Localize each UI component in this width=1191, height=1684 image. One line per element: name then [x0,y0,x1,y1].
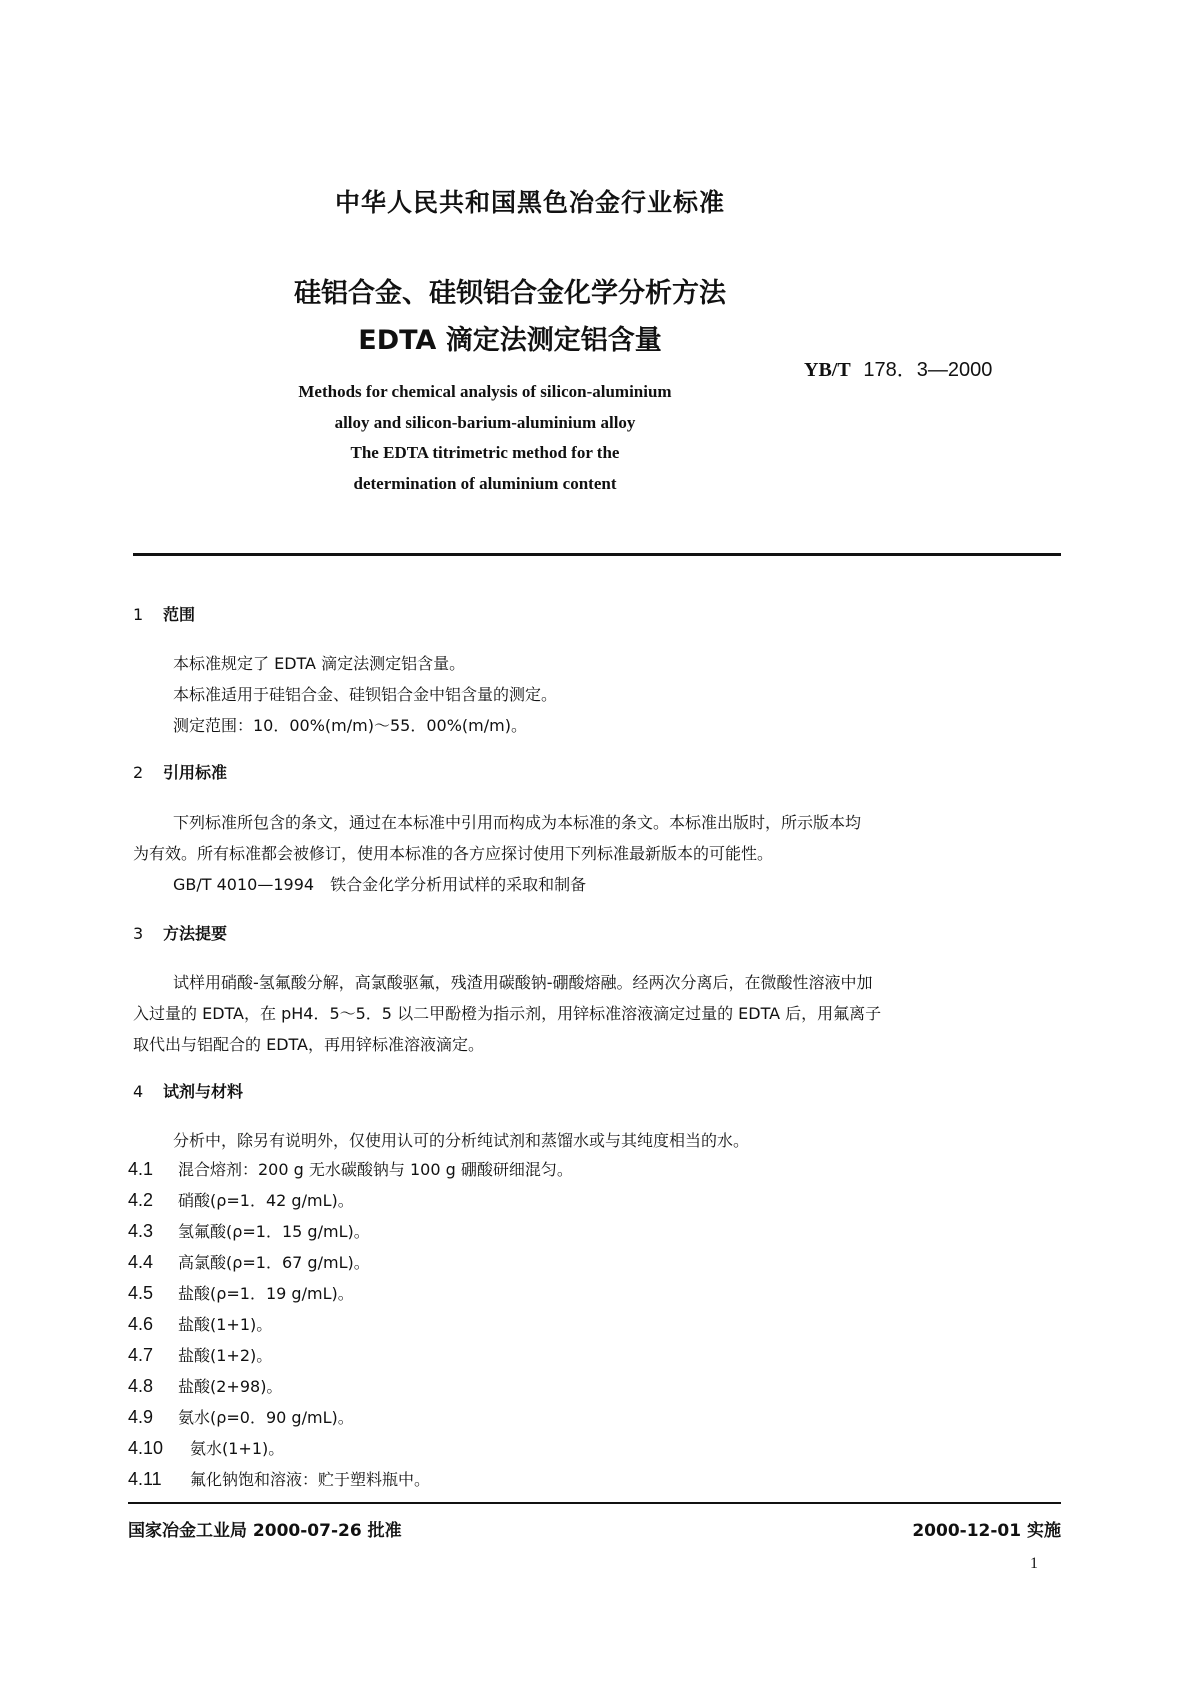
section-1-para: 本标准规定了 EDTA 滴定法测定铝含量。 [173,654,466,673]
reagent-item: 4.3 氢氟酸(ρ=1．15 g/mL)。 [128,1221,370,1241]
section-3-heading [133,921,227,944]
section-4-intro: 分析中，除另有说明外，仅使用认可的分析纯试剂和蒸馏水或与其纯度相当的水。 [173,1131,750,1150]
reagent-item: 4.6 盐酸(1+1)。 [128,1314,273,1334]
section-2-heading [133,760,227,783]
reagent-item: 4.11 氟化钠饱和溶液：贮于塑料瓶中。 [128,1469,431,1489]
standard-code [804,353,992,382]
section-4-heading [133,1079,243,1102]
section-3-line: 入过量的 EDTA，在 pH4．5～5．5 以二甲酚橙为指示剂，用锌标准溶液滴定过量的 EDTA 后，用氟离子 [133,1004,882,1023]
section-1-heading [133,602,195,625]
title-cn-line2: EDTA 滴定法测定铝含量 [358,325,662,356]
section-2-para-line1: 下列标准所包含的条文，通过在本标准中引用而构成为本标准的条文。本标准出版时，所示版本均 [173,813,862,832]
section-number: 4 [133,1082,144,1101]
section-title: 方法提要 [163,924,228,943]
section-2-para-line2: 为有效。所有标准都会被修订，使用本标准的各方应探讨使用下列标准最新版本的可能性。 [133,844,774,863]
reagent-item: 4.7 盐酸(1+2)。 [128,1345,273,1365]
section-3-line: 试样用硝酸-氢氟酸分解，高氯酸驱氟，残渣用碳酸钠-硼酸熔融。经两次分离后，在微酸性溶液中加 [173,973,873,992]
section-1-para: 本标准适用于硅铝合金、硅钡铝合金中铝含量的测定。 [173,685,558,704]
reagent-item: 4.10 氨水(1+1)。 [128,1438,285,1458]
section-title: 范围 [163,605,196,624]
reagent-item: 4.8 盐酸(2+98)。 [128,1376,283,1396]
header-divider [133,553,1061,556]
reagent-item: 4.5 盐酸(ρ=1．19 g/mL)。 [128,1283,354,1303]
section-title: 试剂与材料 [163,1082,244,1101]
title-en-line2: alloy and silicon-barium-aluminium alloy [334,413,636,432]
title-en-line3: The EDTA titrimetric method for the [350,443,620,462]
footer-divider [128,1502,1061,1504]
reagent-item: 4.4 高氯酸(ρ=1．67 g/mL)。 [128,1252,370,1272]
page-number: 1 [1030,1555,1038,1572]
reagent-item: 4.2 硝酸(ρ=1．42 g/mL)。 [128,1190,354,1210]
section-3-line: 取代出与铝配合的 EDTA，再用锌标准溶液滴定。 [133,1035,484,1054]
reagent-item: 4.9 氨水(ρ=0．90 g/mL)。 [128,1407,354,1427]
section-title: 引用标准 [163,763,228,782]
approval-date: 国家冶金工业局 2000-07-26 批准 [128,1521,402,1541]
reagent-item: 4.1 混合熔剂：200 g 无水碳酸钠与 100 g 硼酸研细混匀。 [128,1159,573,1179]
standard-type-heading: 中华人民共和国黑色冶金行业标准 [334,188,725,217]
section-number: 1 [133,605,144,624]
standard-code-number: 178．3—2000 [863,359,993,381]
title-en-line4: determination of aluminium content [353,474,617,493]
title-cn-line1: 硅铝合金、硅钡铝合金化学分析方法 [294,278,726,309]
title-en-line1: Methods for chemical analysis of silicon-aluminium [298,382,672,401]
section-1-para: 测定范围：10．00%(m/m)～55．00%(m/m)。 [173,716,527,735]
section-2-reference: GB/T 4010—1994 铁合金化学分析用试样的采取和制备 [173,875,587,894]
standard-code-prefix: YB/T [804,359,851,381]
implementation-date: 2000-12-01 实施 [912,1521,1061,1541]
section-number: 3 [133,924,144,943]
section-number: 2 [133,763,144,782]
